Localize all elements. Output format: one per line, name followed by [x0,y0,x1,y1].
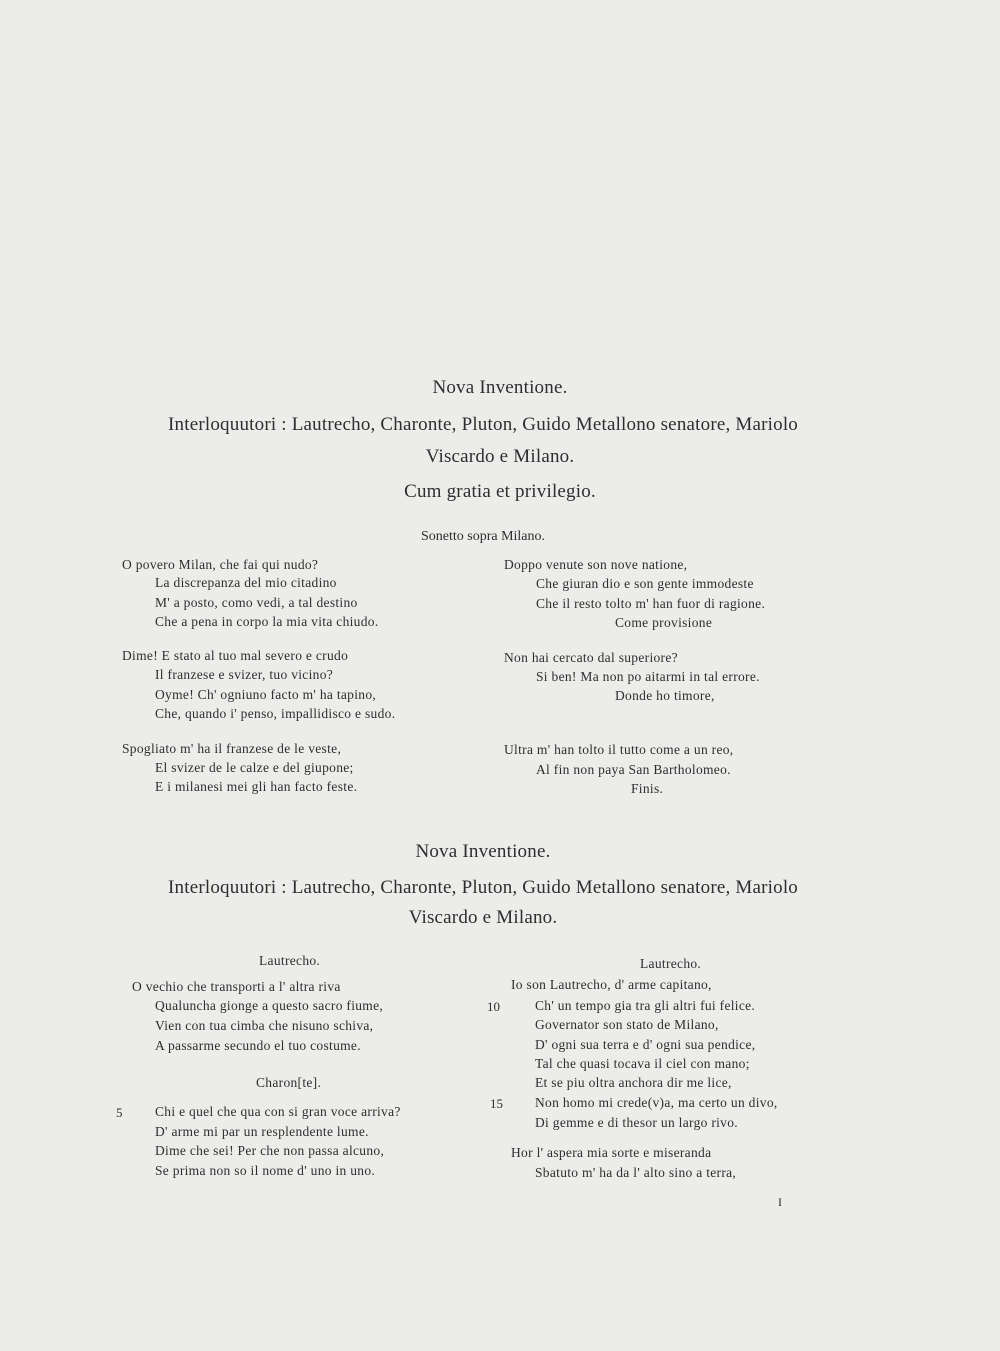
verse-line: Donde ho timore, [615,688,715,703]
verse-line: D' ogni sua terra e d' ogni sua pendice, [535,1037,756,1052]
verse-line: Non hai cercato dal superiore? [504,650,678,665]
line-number: 15 [490,1096,503,1111]
section2-title: Nova Inventione. [415,841,551,862]
verse-line: Che giuran dio e son gente immodeste [536,576,754,591]
verse-line: La discrepanza del mio citadino [155,575,337,590]
verse-line: Si ben! Ma non po aitarmi in tal errore. [536,669,760,684]
verse-line: Hor l' aspera mia sorte e miseranda [511,1145,712,1160]
verse-line: El svizer de le calze e del giupone; [155,760,354,775]
verse-line: Doppo venute son nove natione, [504,557,688,572]
speaker-label: Lautrecho. [259,953,321,968]
line-number: 10 [487,999,500,1014]
verse-line: A passarme secundo el tuo costume. [155,1038,361,1053]
verse-line: Che, quando i' penso, impallidisco e sudo. [155,706,396,721]
verse-line: Governator son stato de Milano, [535,1017,719,1032]
sonnet-title: Sonetto sopra Milano. [420,529,546,544]
section1-interlocutors-line2: Viscardo e Milano. [425,446,575,467]
section1-interlocutors-line1: Interloquutori : Lautrecho, Charonte, Pluton, Guido Metallono senatore, Mariolo [168,414,798,435]
verse-line: D' arme mi par un resplendente lume. [155,1124,369,1139]
verse-line: Oyme! Ch' ogniuno facto m' ha tapino, [155,687,377,702]
verse-line: Io son Lautrecho, d' arme capitano, [511,977,712,992]
verse-line: O vechio che transporti a l' altra riva [132,979,341,994]
verse-line: Chi e quel che qua con si gran voce arriva? [155,1104,401,1119]
verse-line: Dime! E stato al tuo mal severo e crudo [122,648,349,663]
verse-line: Finis. [631,781,664,796]
speaker-label: Lautrecho. [640,956,702,971]
verse-line: Di gemme e di thesor un largo rivo. [535,1115,738,1130]
section1-title: Nova Inventione. [432,377,568,398]
verse-line: Sbatuto m' ha da l' alto sino a terra, [535,1165,737,1180]
verse-line: Che il resto tolto m' han fuor di ragione. [536,596,766,611]
section1-privilege: Cum gratia et privilegio. [404,481,596,502]
verse-line: Et se piu oltra anchora dir me lice, [535,1075,732,1090]
verse-line: O povero Milan, che fai qui nudo? [122,557,319,572]
verse-line: Vien con tua cimba che nisuno schiva, [155,1018,374,1033]
verse-line: Se prima non so il nome d' uno in uno. [155,1163,376,1178]
verse-line: E i milanesi mei gli han facto feste. [155,779,358,794]
section2-interlocutors-line2: Viscardo e Milano. [408,907,558,928]
verse-line: Dime che sei! Per che non passa alcuno, [155,1143,385,1158]
verse-line: Il franzese e svizer, tuo vicino? [155,667,334,682]
section2-interlocutors-line1: Interloquutori : Lautrecho, Charonte, Pluton, Guido Metallono senatore, Mariolo [168,877,798,898]
verse-line: Ch' un tempo gia tra gli altri fui felice. [535,998,756,1013]
speaker-label: Charon[te]. [256,1075,322,1090]
verse-line: Spogliato m' ha il franzese de le veste, [122,741,342,756]
verse-line: Che a pena in corpo la mia vita chiudo. [155,614,379,629]
verse-line: M' a posto, como vedi, a tal destino [155,595,358,610]
verse-line: Come provisione [615,615,713,630]
verse-line: Ultra m' han tolto il tutto come a un reo, [504,742,734,757]
verse-line: Qualuncha gionge a questo sacro fiume, [155,998,384,1013]
verse-line: Al fin non paya San Bartholomeo. [536,762,731,777]
verse-line: Tal che quasi tocava il ciel con mano; [535,1056,750,1071]
page-number: I [778,1195,782,1209]
verse-line: Non homo mi crede(v)a, ma certo un divo, [535,1095,778,1110]
line-number: 5 [116,1105,123,1120]
